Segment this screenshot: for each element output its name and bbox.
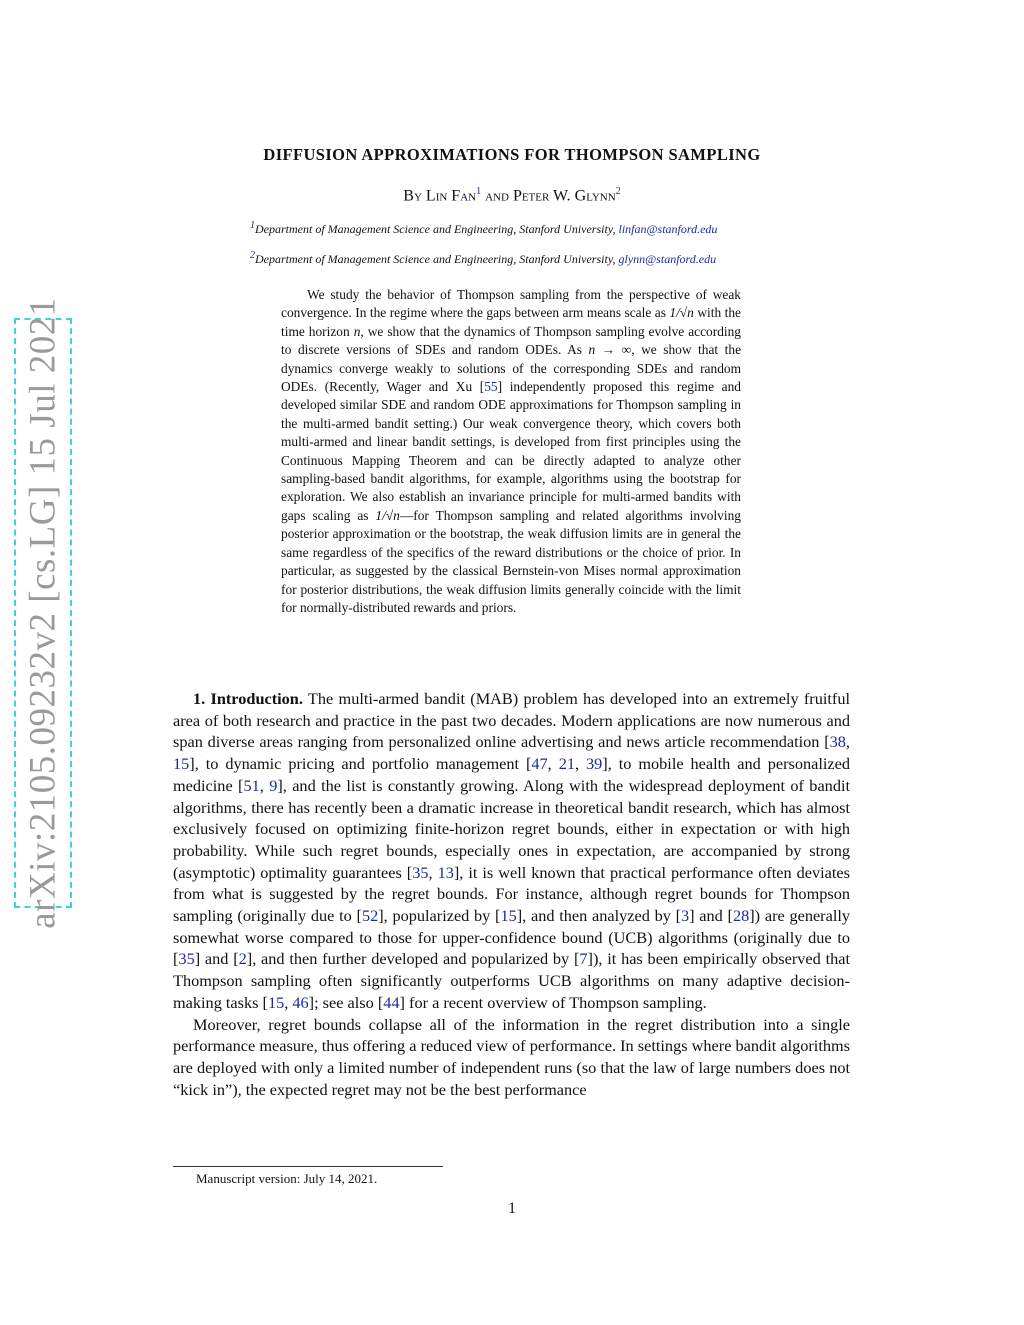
section-heading: 1. Introduction. (193, 689, 303, 708)
citation-link[interactable]: 44 (383, 992, 400, 1012)
page-number: 1 (508, 1200, 516, 1217)
body-text: , (845, 732, 850, 752)
citation-link[interactable]: 38 (829, 732, 846, 752)
body-text: ]; see also [ (308, 992, 384, 1012)
citation-link[interactable]: 47 (531, 754, 548, 774)
manuscript-footnote: Manuscript version: July 14, 2021. (196, 1171, 378, 1186)
math-inline: 1/√n (669, 305, 694, 321)
abstract-text: ] independently proposed this regime and developed similar SDE and random ODE approximations for Thompson sampling in the multi-armed bandit setting.) Our weak convergence theory, which covers both multi-armed and linear bandit settings, is developed from first principles using the Continuous Mapping Theorem and can be directly adapted to analyze other sampling-based bandit algorithms, for example, algorithms using the bootstrap for exploration. We also establish an invariance principle for multi-armed bandits with gaps scaling as (281, 379, 741, 523)
abstract-text: We study the behavior of Thompson sampling from the perspective of weak convergence. In the regime where the gaps between arm means scale as (281, 287, 741, 321)
email-link-glynn[interactable]: glynn@stanford.edu (618, 252, 717, 266)
body-text: , (547, 754, 559, 774)
citation-link[interactable]: 13 (437, 862, 454, 882)
affiliation-1 (250, 220, 790, 237)
affiliation-2-mark: 2 (250, 250, 255, 261)
introduction-section (173, 688, 850, 1100)
affiliation-1-mark: 1 (250, 220, 255, 231)
intro-paragraph-1 (173, 688, 850, 1014)
paper-title: DIFFUSION APPROXIMATIONS FOR THOMPSON SAMPLING (263, 145, 761, 164)
math-inline: n → ∞ (588, 342, 632, 358)
and-label: and (485, 187, 509, 205)
author2-affiliation-mark: 2 (615, 186, 621, 197)
body-text: The multi-armed bandit (MAB) problem has developed into an extremely fruitful area of both research and practice in the past two decades. Modern applications are now numerous and span diverse areas ranging from personalized online advertising and news article recommendation [ (173, 689, 851, 752)
citation-link[interactable]: 51 (243, 775, 260, 795)
body-text: ], and then analyzed by [ (516, 906, 682, 926)
by-label: By (403, 187, 422, 205)
body-text: ], and then further developed and popularized by [ (246, 949, 580, 969)
citation-link[interactable]: 7 (579, 949, 588, 969)
body-text: ] and [ (194, 949, 239, 969)
arxiv-identifier: arXiv:2105.09232v2 [cs.LG] 15 Jul 2021 (22, 297, 64, 929)
body-text: ], to mobile health and personalized medicine [ (173, 754, 851, 795)
citation-link[interactable]: 28 (732, 906, 750, 926)
body-text: , (428, 862, 438, 882)
body-text: ], popularized by [ (378, 906, 501, 926)
body-text: ], to dynamic pricing and portfolio management [ (189, 754, 532, 774)
citation-link[interactable]: 3 (681, 906, 690, 926)
body-text: ] and [ (689, 906, 733, 926)
body-text: ]) are generally somewhat worse compared to those for upper-confidence bound (UCB) algorithms (originally due to [ (173, 906, 851, 969)
email-link-linfan[interactable]: linfan@stanford.edu (618, 222, 718, 236)
intro-paragraph-2: Moreover, regret bounds collapse all of the information in the regret distribution into a single performance measure, thus offering a reduced view of performance. In settings where bandit algorithms are deployed with only a limited number of independent runs (so that the law of large numbers does not “kick in”), the expected regret may not be the best performance (173, 1014, 850, 1099)
citation-link[interactable]: 15 (267, 992, 285, 1012)
math-inline: n (353, 323, 361, 339)
author-lin-fan: Lin Fan (425, 187, 477, 205)
citation-link[interactable]: 35 (412, 862, 429, 882)
citation-link[interactable]: 15 (173, 754, 190, 774)
abstract (281, 286, 741, 617)
body-text: ], it is well known that practical performance often deviates from what is suggested by the regret bounds. For instance, although regret bounds for Thompson sampling (originally due to [ (173, 862, 850, 926)
author-peter-glynn: Peter W. Glynn (512, 187, 616, 205)
author-line (0, 186, 1024, 205)
body-text: , (574, 754, 587, 774)
citation-link[interactable]: 9 (269, 775, 278, 795)
arxiv-sidebar-stamp (14, 297, 72, 929)
citation-link[interactable]: 21 (558, 754, 575, 774)
abstract-text: , we show that the dynamics converge weakly to solutions of the corresponding SDEs and random ODEs. (Recently, Wager and Xu [ (281, 342, 742, 395)
affiliation-2 (250, 250, 790, 267)
abstract-text: —for Thompson sampling and related algorithms involving posterior approximation or the bootstrap, the weak diffusion limits are in general the same regardless of the specifics of the reward distributions or the choice of prior. In particular, as suggested by the classical Bernstein-von Mises normal approximation for posterior distributions, the weak diffusion limits generally coincide with the limit for normally-distributed rewards and priors. (281, 507, 741, 615)
citation-link[interactable]: 52 (361, 906, 379, 926)
body-text: ]), it has been empirically observed that Thompson sampling often significantly outperforms UCB algorithms on many adaptive decision-making tasks [ (173, 949, 850, 1012)
body-text: ], and the list is constantly growing. Along with the widespread deployment of bandit algorithms, there has recently been a dramatic increase in theoretical bandit research, which has almost exclusively focused on optimizing finite-horizon regret bounds, either in expectation or with high probability. While such regret bounds, especially ones in expectation, are accompanied by strong (asymptotic) optimality guarantees [ (173, 775, 851, 882)
abstract-text: , we show that the dynamics of Thompson sampling evolve according to discrete versions of SDEs and random ODEs. As (281, 323, 742, 358)
citation-link[interactable]: 15 (500, 906, 517, 926)
citation-link[interactable]: 46 (292, 992, 309, 1012)
citation-link[interactable]: 35 (178, 949, 195, 969)
body-text: , (259, 775, 270, 795)
citation-link[interactable]: 39 (586, 754, 603, 774)
affiliation-1-text: Department of Management Science and Engineering, Stanford University, (255, 222, 619, 236)
body-text: ] for a recent overview of Thompson sampling. (399, 992, 707, 1012)
math-inline: 1/√n (375, 507, 400, 523)
body-text: , (284, 992, 293, 1012)
abstract-text: with the time horizon (281, 305, 741, 339)
footnote-rule (173, 1166, 443, 1167)
author1-affiliation-mark: 1 (476, 186, 482, 197)
citation-link[interactable]: 2 (238, 949, 247, 969)
affiliation-2-text: Department of Management Science and Engineering, Stanford University, (255, 252, 619, 266)
citation-link[interactable]: 55 (484, 379, 498, 395)
